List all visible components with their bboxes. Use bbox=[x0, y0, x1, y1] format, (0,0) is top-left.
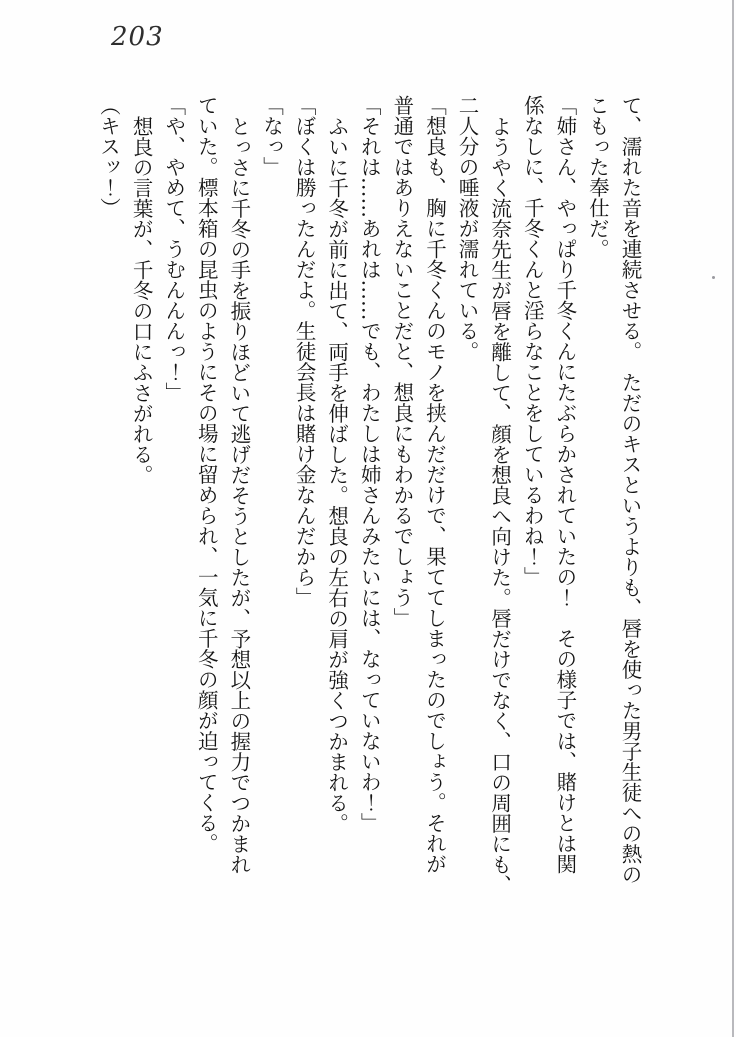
text-line: ようやく流奈先生が唇を離して、顔を想良へ向けた。唇だけでなく、口の周囲にも、 bbox=[487, 115, 512, 895]
text-line: 係なしに、千冬くんと淫らなことをしているわね！」 bbox=[520, 95, 545, 587]
scan-edge-line bbox=[732, 0, 734, 1037]
ink-speck bbox=[712, 276, 715, 279]
text-line: 「それは……あれは……でも、わたしは姉さんみたいには、なっていないわ！」 bbox=[357, 95, 382, 833]
vertical-text-block bbox=[92, 95, 646, 917]
text-line: 「なっ」 bbox=[259, 95, 284, 177]
text-line: 普通ではありえないことだと、想良にもわかるでしょう」 bbox=[389, 95, 414, 628]
page-number: 203 bbox=[111, 22, 164, 52]
text-line: とっさに千冬の手を振りほどいて逃げだそうとしたが、予想以上の握力でつかまれ bbox=[226, 115, 251, 874]
text-line: 「や、やめて、うむんんんっ！」 bbox=[161, 95, 186, 403]
text-line: ふいに千冬が前に出て、両手を伸ばした。想良の左右の肩が強くつかまれる。 bbox=[324, 115, 349, 833]
text-line: こもった奉仕だ。 bbox=[585, 95, 610, 259]
text-line: 「姉さん、やっぱり千冬くんにたぶらかされていたの！ その様子では、賭けとは関 bbox=[552, 95, 577, 874]
text-line: 「想良も、胸に千冬くんのモノを挟んだだけで、果ててしまったのでしょう。それが bbox=[422, 95, 447, 874]
text-line: 「ぼくは勝ったんだよ。生徒会長は賭け金なんだから」 bbox=[292, 95, 317, 608]
text-line: （キスッ！） bbox=[96, 95, 121, 218]
text-line: 想良の言葉が、千冬の口にふさがれる。 bbox=[129, 115, 154, 485]
text-line: 二人分の唾液が濡れている。 bbox=[455, 95, 480, 362]
text-line: ていた。標本箱の昆虫のようにその場に留められ、一気に千冬の顔が迫ってくる。 bbox=[194, 95, 219, 854]
text-line: て、濡れた音を連続させる。 ただのキスというよりも、唇を使った男子生徒への熱の bbox=[618, 95, 642, 885]
